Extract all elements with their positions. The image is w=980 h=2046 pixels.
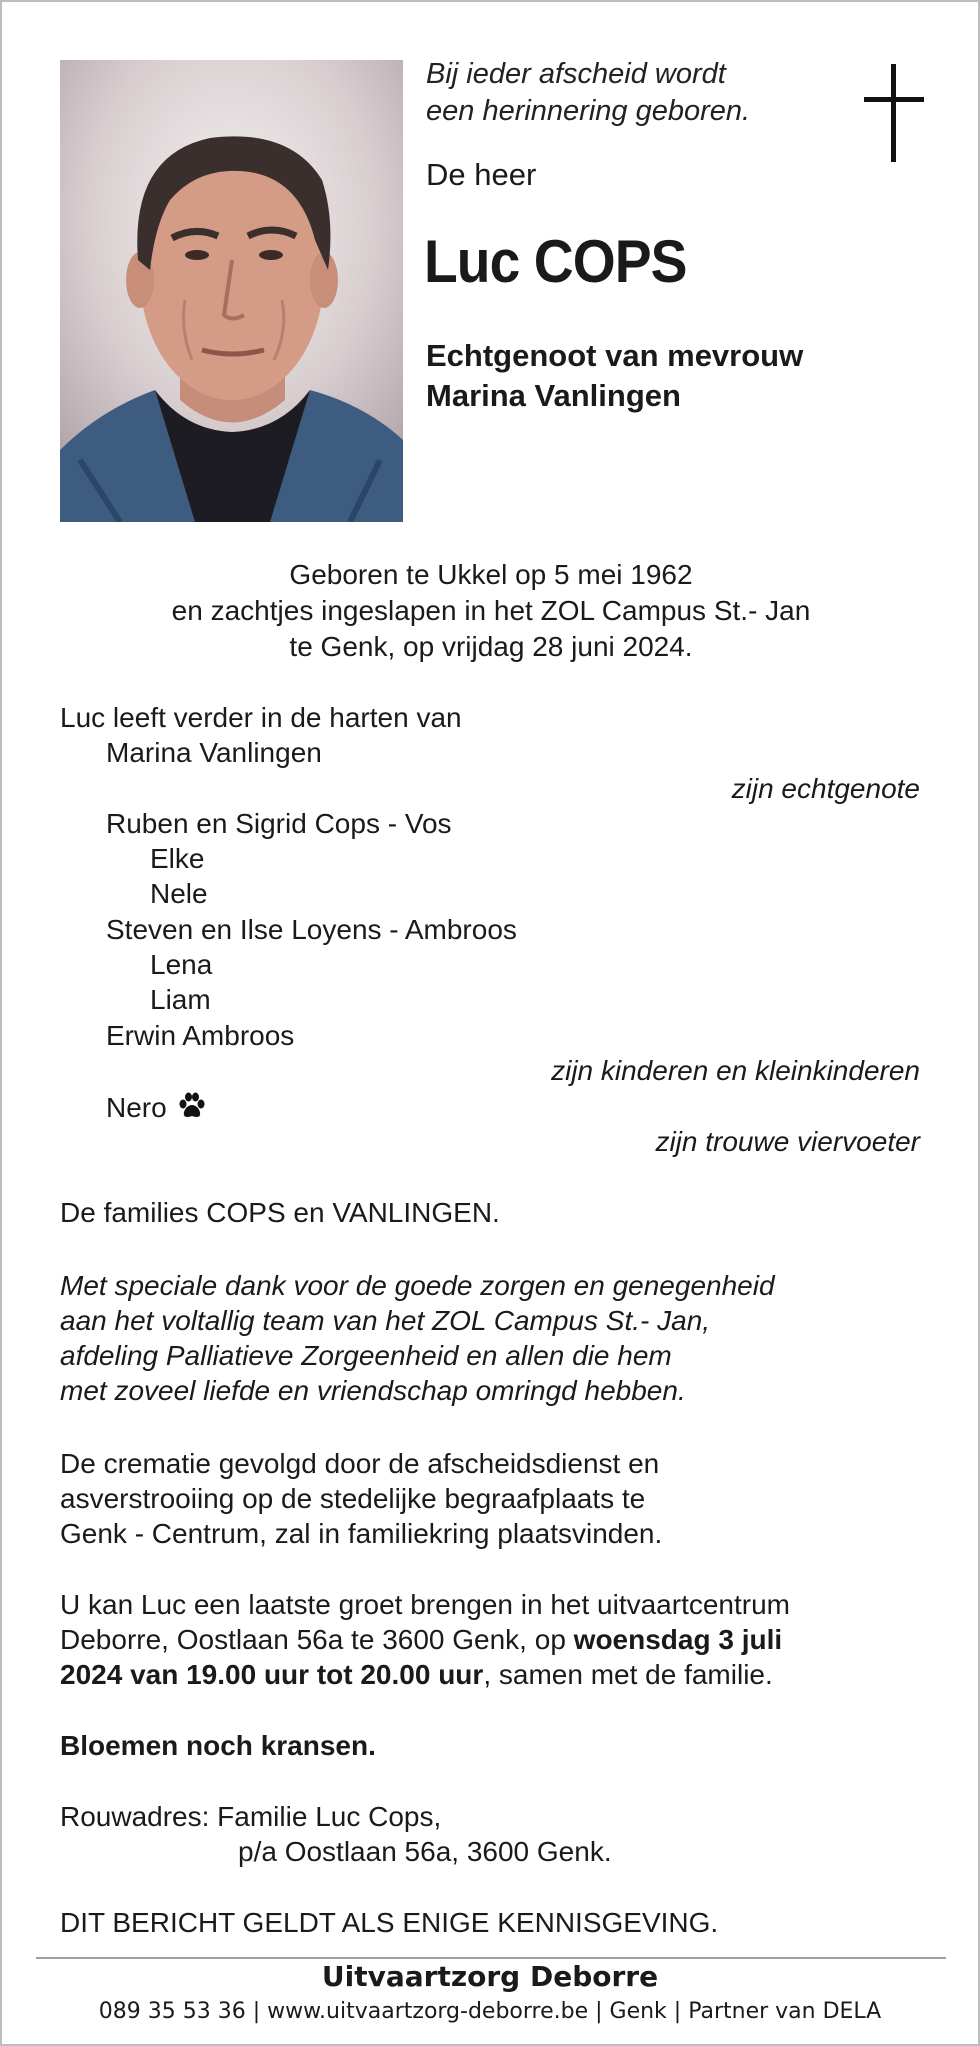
flowers-notice: Bloemen noch kransen. [60, 1730, 376, 1761]
families-line: De families COPS en VANLINGEN. [60, 1197, 500, 1228]
thanks-line-1: Met speciale dank voor de goede zorgen en genegenheid [60, 1270, 775, 1301]
footer-divider [36, 1957, 946, 1959]
spouse-line-2: Marina Vanlingen [426, 378, 681, 413]
born-line-2: en zachtjes ingeslapen in het ZOL Campus St.- Jan [171, 595, 811, 626]
visit-line-1: U kan Luc een laatste groet brengen in het uitvaartcentrum [60, 1589, 790, 1620]
address-line-2: p/a Oostlaan 56a, 3600 Genk. [238, 1836, 612, 1867]
grandchild-1: Elke [150, 843, 205, 874]
cremation-line-1: De crematie gevolgd door de afscheidsdienst en [60, 1448, 660, 1479]
spouse-line-1: Echtgenoot van mevrouw [426, 338, 804, 373]
thanks-line-3: afdeling Palliatieve Zorgeenheid en allen die hem [60, 1340, 672, 1371]
address-line-1: Rouwadres: Familie Luc Cops, [60, 1801, 442, 1832]
born-line-3: te Genk, op vrijdag 28 juni 2024. [289, 631, 693, 662]
grandchild-2: Nele [150, 878, 208, 909]
visit-line-3 [60, 1657, 940, 1692]
thanks-line-4: met zoveel liefde en vriendschap omringd hebben. [60, 1375, 686, 1406]
survivors-intro: Luc leeft verder in de harten van [60, 702, 462, 733]
quote-line-2: een herinnering geboren. [426, 95, 751, 127]
born-line-1: Geboren te Ukkel op 5 mei 1962 [289, 559, 693, 590]
honorific: De heer [426, 157, 537, 192]
funeral-home-name: Uitvaartzorg Deborre [321, 1960, 659, 1993]
funeral-home-contact: 089 35 53 36 | www.uitvaartzorg-deborre.be | Genk | Partner van DELA [98, 1999, 882, 2024]
thanks-line-2: aan het voltallig team van het ZOL Campus St.- Jan, [60, 1305, 711, 1336]
survivor-family-3: Erwin Ambroos [106, 1020, 295, 1051]
survivor-family-2: Steven en Ilse Loyens - Ambroos [106, 914, 517, 945]
cross-icon [864, 64, 924, 162]
visit-line-2-text: Deborre, Oostlaan 56a te 3600 Genk, op [60, 1624, 574, 1655]
visit-date: woensdag 3 juli [573, 1624, 783, 1655]
birth-death-info [60, 557, 922, 665]
survivor-pet [106, 1090, 206, 1125]
cremation-line-2: asverstrooiing op de stedelijke begraafplaats te [60, 1483, 646, 1514]
portrait-photo [60, 60, 403, 522]
survivor-family-1: Ruben en Sigrid Cops - Vos [106, 808, 452, 839]
spouse-info [426, 336, 803, 416]
visit-time: 2024 van 19.00 uur tot 20.00 uur [60, 1659, 484, 1690]
cremation-paragraph [60, 1446, 940, 1551]
announcement: DIT BERICHT GELDT ALS ENIGE KENNISGEVING. [60, 1907, 719, 1938]
deceased-name: Luc COPS [424, 228, 687, 295]
opening-quote [426, 56, 750, 130]
visit-paragraph [60, 1587, 940, 1692]
paw-icon [178, 1092, 206, 1120]
survivor-spouse: Marina Vanlingen [106, 737, 322, 768]
children-role: zijn kinderen en kleinkinderen [551, 1055, 920, 1086]
portrait-illustration [60, 60, 403, 522]
pet-name: Nero [106, 1092, 167, 1123]
thanks-paragraph [60, 1268, 940, 1408]
grandchild-4: Liam [150, 984, 211, 1015]
visit-line-3-text: , samen met de familie. [483, 1659, 773, 1690]
spouse-role: zijn echtgenote [731, 773, 920, 804]
cremation-line-3: Genk - Centrum, zal in familiekring plaatsvinden. [60, 1518, 663, 1549]
quote-line-1: Bij ieder afscheid wordt [426, 58, 726, 90]
visit-line-2 [60, 1622, 940, 1657]
pet-role: zijn trouwe viervoeter [655, 1126, 920, 1157]
grandchild-3: Lena [150, 949, 213, 980]
